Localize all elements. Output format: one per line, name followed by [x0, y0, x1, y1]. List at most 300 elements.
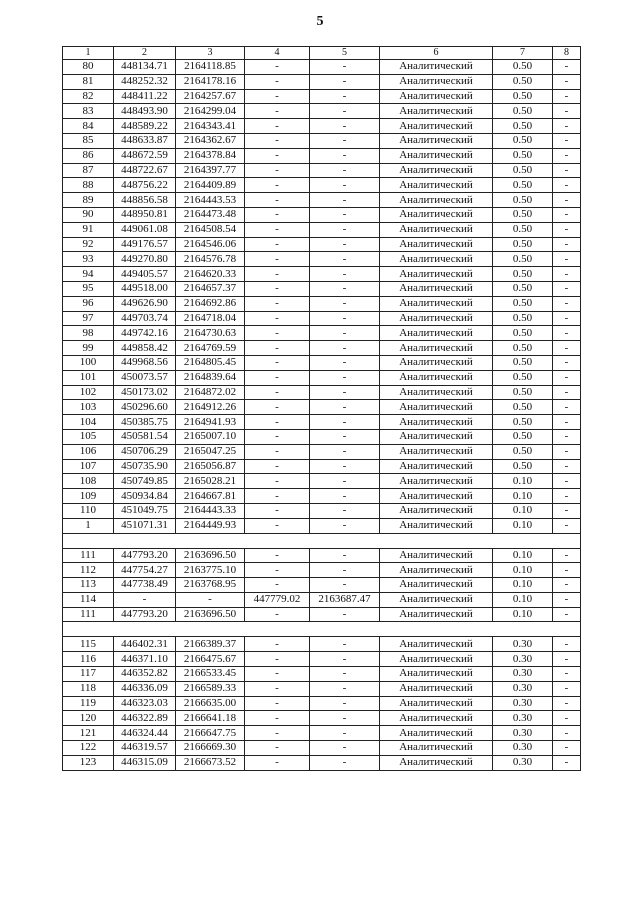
method-cell: Аналитический: [380, 237, 493, 252]
method-cell: Аналитический: [380, 637, 493, 652]
x2-coordinate-cell: -: [245, 578, 310, 593]
x-coordinate-cell: 448672.59: [114, 148, 176, 163]
table-body: [63, 60, 581, 771]
point-number-cell: 81: [63, 74, 114, 89]
method-cell: Аналитический: [380, 563, 493, 578]
point-number-cell: 97: [63, 311, 114, 326]
note-cell: -: [553, 415, 581, 430]
x-coordinate-cell: 448950.81: [114, 207, 176, 222]
x-coordinate-cell: 450934.84: [114, 489, 176, 504]
table-row: [63, 652, 581, 667]
point-number-cell: 94: [63, 267, 114, 282]
y-coordinate-cell: 2166669.30: [176, 741, 245, 756]
table-row: [63, 415, 581, 430]
method-cell: Аналитический: [380, 444, 493, 459]
method-cell: Аналитический: [380, 311, 493, 326]
method-cell: Аналитический: [380, 592, 493, 607]
accuracy-cell: 0.50: [493, 193, 553, 208]
y-coordinate-cell: 2165028.21: [176, 474, 245, 489]
table-row: [63, 711, 581, 726]
x2-coordinate-cell: -: [245, 563, 310, 578]
column-header-8: 8: [553, 47, 581, 60]
accuracy-cell: 0.30: [493, 667, 553, 682]
accuracy-cell: 0.50: [493, 148, 553, 163]
x2-coordinate-cell: -: [245, 681, 310, 696]
table-row: [63, 89, 581, 104]
point-number-cell: 119: [63, 696, 114, 711]
x-coordinate-cell: 446352.82: [114, 667, 176, 682]
accuracy-cell: 0.50: [493, 281, 553, 296]
note-cell: -: [553, 459, 581, 474]
accuracy-cell: 0.50: [493, 355, 553, 370]
table-row: [63, 444, 581, 459]
accuracy-cell: 0.10: [493, 474, 553, 489]
note-cell: -: [553, 592, 581, 607]
method-cell: Аналитический: [380, 104, 493, 119]
y-coordinate-cell: 2164178.16: [176, 74, 245, 89]
y2-coordinate-cell: -: [310, 400, 380, 415]
point-number-cell: 123: [63, 755, 114, 770]
x-coordinate-cell: 446324.44: [114, 726, 176, 741]
y2-coordinate-cell: -: [310, 607, 380, 622]
accuracy-cell: 0.50: [493, 89, 553, 104]
x-coordinate-cell: 449742.16: [114, 326, 176, 341]
method-cell: Аналитический: [380, 726, 493, 741]
y-coordinate-cell: -: [176, 592, 245, 607]
method-cell: Аналитический: [380, 415, 493, 430]
y2-coordinate-cell: -: [310, 60, 380, 75]
y2-coordinate-cell: -: [310, 652, 380, 667]
y2-coordinate-cell: -: [310, 193, 380, 208]
x2-coordinate-cell: -: [245, 726, 310, 741]
table-row: [63, 592, 581, 607]
y-coordinate-cell: 2164620.33: [176, 267, 245, 282]
column-header-7: 7: [493, 47, 553, 60]
note-cell: -: [553, 74, 581, 89]
table-row: [63, 385, 581, 400]
y2-coordinate-cell: 2163687.47: [310, 592, 380, 607]
x-coordinate-cell: 450706.29: [114, 444, 176, 459]
table-row: [63, 267, 581, 282]
y-coordinate-cell: 2164657.37: [176, 281, 245, 296]
x2-coordinate-cell: -: [245, 696, 310, 711]
note-cell: -: [553, 518, 581, 533]
accuracy-cell: 0.10: [493, 489, 553, 504]
y2-coordinate-cell: -: [310, 696, 380, 711]
point-number-cell: 83: [63, 104, 114, 119]
y2-coordinate-cell: -: [310, 222, 380, 237]
table-row: [63, 741, 581, 756]
table-row: [63, 133, 581, 148]
y-coordinate-cell: 2164397.77: [176, 163, 245, 178]
table-row: [63, 370, 581, 385]
accuracy-cell: 0.30: [493, 726, 553, 741]
note-cell: -: [553, 341, 581, 356]
table-row: [63, 563, 581, 578]
y2-coordinate-cell: -: [310, 518, 380, 533]
note-cell: -: [553, 326, 581, 341]
table-row: [63, 489, 581, 504]
x2-coordinate-cell: -: [245, 548, 310, 563]
table-row: [63, 326, 581, 341]
y-coordinate-cell: 2164730.63: [176, 326, 245, 341]
y2-coordinate-cell: -: [310, 563, 380, 578]
y-coordinate-cell: 2164872.02: [176, 385, 245, 400]
accuracy-cell: 0.30: [493, 711, 553, 726]
x2-coordinate-cell: -: [245, 607, 310, 622]
x2-coordinate-cell: -: [245, 74, 310, 89]
point-number-cell: 112: [63, 563, 114, 578]
point-number-cell: 121: [63, 726, 114, 741]
point-number-cell: 86: [63, 148, 114, 163]
method-cell: Аналитический: [380, 89, 493, 104]
table-row: [63, 459, 581, 474]
y2-coordinate-cell: -: [310, 548, 380, 563]
note-cell: -: [553, 681, 581, 696]
y-coordinate-cell: 2164362.67: [176, 133, 245, 148]
table-row: [63, 193, 581, 208]
note-cell: -: [553, 148, 581, 163]
note-cell: -: [553, 711, 581, 726]
point-number-cell: 106: [63, 444, 114, 459]
note-cell: -: [553, 311, 581, 326]
y-coordinate-cell: 2166641.18: [176, 711, 245, 726]
accuracy-cell: 0.50: [493, 385, 553, 400]
y2-coordinate-cell: -: [310, 252, 380, 267]
table-row: [63, 207, 581, 222]
x2-coordinate-cell: -: [245, 755, 310, 770]
accuracy-cell: 0.50: [493, 415, 553, 430]
x-coordinate-cell: 448134.71: [114, 60, 176, 75]
accuracy-cell: 0.10: [493, 607, 553, 622]
note-cell: -: [553, 489, 581, 504]
table-row: [63, 74, 581, 89]
x2-coordinate-cell: -: [245, 370, 310, 385]
y-coordinate-cell: 2164912.26: [176, 400, 245, 415]
note-cell: -: [553, 741, 581, 756]
note-cell: -: [553, 267, 581, 282]
accuracy-cell: 0.50: [493, 104, 553, 119]
accuracy-cell: 0.50: [493, 133, 553, 148]
y2-coordinate-cell: -: [310, 119, 380, 134]
table-row: [63, 548, 581, 563]
y-coordinate-cell: 2166647.75: [176, 726, 245, 741]
accuracy-cell: 0.50: [493, 326, 553, 341]
accuracy-cell: 0.30: [493, 696, 553, 711]
x-coordinate-cell: 448493.90: [114, 104, 176, 119]
x2-coordinate-cell: -: [245, 444, 310, 459]
table-row: [63, 148, 581, 163]
method-cell: Аналитический: [380, 178, 493, 193]
x-coordinate-cell: 446371.10: [114, 652, 176, 667]
x2-coordinate-cell: -: [245, 133, 310, 148]
x2-coordinate-cell: -: [245, 459, 310, 474]
method-cell: Аналитический: [380, 489, 493, 504]
y2-coordinate-cell: -: [310, 89, 380, 104]
table-row: [63, 503, 581, 518]
point-number-cell: 109: [63, 489, 114, 504]
accuracy-cell: 0.50: [493, 459, 553, 474]
accuracy-cell: 0.50: [493, 429, 553, 444]
point-number-cell: 122: [63, 741, 114, 756]
x-coordinate-cell: 450385.75: [114, 415, 176, 430]
table-row: [63, 281, 581, 296]
x-coordinate-cell: -: [114, 592, 176, 607]
point-number-cell: 101: [63, 370, 114, 385]
y2-coordinate-cell: -: [310, 385, 380, 400]
x2-coordinate-cell: -: [245, 652, 310, 667]
table-row: [63, 355, 581, 370]
x2-coordinate-cell: -: [245, 489, 310, 504]
note-cell: -: [553, 755, 581, 770]
note-cell: -: [553, 474, 581, 489]
note-cell: -: [553, 385, 581, 400]
x2-coordinate-cell: -: [245, 207, 310, 222]
y-coordinate-cell: 2164443.53: [176, 193, 245, 208]
y2-coordinate-cell: -: [310, 741, 380, 756]
accuracy-cell: 0.50: [493, 400, 553, 415]
method-cell: Аналитический: [380, 711, 493, 726]
table-row: [63, 726, 581, 741]
accuracy-cell: 0.50: [493, 444, 553, 459]
method-cell: Аналитический: [380, 163, 493, 178]
note-cell: -: [553, 400, 581, 415]
point-number-cell: 102: [63, 385, 114, 400]
method-cell: Аналитический: [380, 296, 493, 311]
y2-coordinate-cell: -: [310, 163, 380, 178]
y-coordinate-cell: 2166475.67: [176, 652, 245, 667]
method-cell: Аналитический: [380, 341, 493, 356]
accuracy-cell: 0.50: [493, 178, 553, 193]
x-coordinate-cell: 447754.27: [114, 563, 176, 578]
accuracy-cell: 0.50: [493, 311, 553, 326]
y2-coordinate-cell: -: [310, 755, 380, 770]
accuracy-cell: 0.50: [493, 74, 553, 89]
y2-coordinate-cell: -: [310, 207, 380, 222]
y2-coordinate-cell: -: [310, 444, 380, 459]
y2-coordinate-cell: -: [310, 489, 380, 504]
y-coordinate-cell: 2164299.04: [176, 104, 245, 119]
point-number-cell: 96: [63, 296, 114, 311]
x-coordinate-cell: 449405.57: [114, 267, 176, 282]
method-cell: Аналитический: [380, 755, 493, 770]
y2-coordinate-cell: -: [310, 326, 380, 341]
x-coordinate-cell: 446336.09: [114, 681, 176, 696]
table-row: [63, 681, 581, 696]
note-cell: -: [553, 503, 581, 518]
y2-coordinate-cell: -: [310, 311, 380, 326]
x-coordinate-cell: 450735.90: [114, 459, 176, 474]
accuracy-cell: 0.50: [493, 222, 553, 237]
note-cell: -: [553, 578, 581, 593]
y-coordinate-cell: 2164449.93: [176, 518, 245, 533]
column-header-5: 5: [310, 47, 380, 60]
point-number-cell: 98: [63, 326, 114, 341]
x-coordinate-cell: 449176.57: [114, 237, 176, 252]
x-coordinate-cell: 449968.56: [114, 355, 176, 370]
method-cell: Аналитический: [380, 518, 493, 533]
note-cell: -: [553, 563, 581, 578]
x2-coordinate-cell: -: [245, 60, 310, 75]
column-header-2: 2: [114, 47, 176, 60]
point-number-cell: 117: [63, 667, 114, 682]
method-cell: Аналитический: [380, 281, 493, 296]
x2-coordinate-cell: 447779.02: [245, 592, 310, 607]
x-coordinate-cell: 446315.09: [114, 755, 176, 770]
point-number-cell: 85: [63, 133, 114, 148]
column-header-6: 6: [380, 47, 493, 60]
method-cell: Аналитический: [380, 252, 493, 267]
method-cell: Аналитический: [380, 133, 493, 148]
y-coordinate-cell: 2165047.25: [176, 444, 245, 459]
table-row: [63, 607, 581, 622]
table-row: [63, 104, 581, 119]
method-cell: Аналитический: [380, 148, 493, 163]
y2-coordinate-cell: -: [310, 370, 380, 385]
point-number-cell: 103: [63, 400, 114, 415]
point-number-cell: 111: [63, 548, 114, 563]
y2-coordinate-cell: -: [310, 637, 380, 652]
x-coordinate-cell: 451049.75: [114, 503, 176, 518]
method-cell: Аналитический: [380, 681, 493, 696]
method-cell: Аналитический: [380, 429, 493, 444]
point-number-cell: 89: [63, 193, 114, 208]
point-number-cell: 82: [63, 89, 114, 104]
method-cell: Аналитический: [380, 222, 493, 237]
y2-coordinate-cell: -: [310, 281, 380, 296]
table-row: [63, 163, 581, 178]
note-cell: -: [553, 607, 581, 622]
method-cell: Аналитический: [380, 503, 493, 518]
y-coordinate-cell: 2164343.41: [176, 119, 245, 134]
y-coordinate-cell: 2163768.95: [176, 578, 245, 593]
method-cell: Аналитический: [380, 355, 493, 370]
accuracy-cell: 0.10: [493, 548, 553, 563]
y2-coordinate-cell: -: [310, 341, 380, 356]
method-cell: Аналитический: [380, 667, 493, 682]
y-coordinate-cell: 2164118.85: [176, 60, 245, 75]
x2-coordinate-cell: -: [245, 178, 310, 193]
x2-coordinate-cell: -: [245, 104, 310, 119]
accuracy-cell: 0.50: [493, 207, 553, 222]
point-number-cell: 84: [63, 119, 114, 134]
point-number-cell: 80: [63, 60, 114, 75]
column-header-1: 1: [63, 47, 114, 60]
x2-coordinate-cell: -: [245, 355, 310, 370]
note-cell: -: [553, 104, 581, 119]
table-row: [63, 222, 581, 237]
y-coordinate-cell: 2164839.64: [176, 370, 245, 385]
note-cell: -: [553, 429, 581, 444]
x2-coordinate-cell: -: [245, 119, 310, 134]
x2-coordinate-cell: -: [245, 281, 310, 296]
point-number-cell: 118: [63, 681, 114, 696]
x-coordinate-cell: 450296.60: [114, 400, 176, 415]
x-coordinate-cell: 446322.89: [114, 711, 176, 726]
point-number-cell: 91: [63, 222, 114, 237]
accuracy-cell: 0.10: [493, 518, 553, 533]
method-cell: Аналитический: [380, 548, 493, 563]
method-cell: Аналитический: [380, 459, 493, 474]
y-coordinate-cell: 2166635.00: [176, 696, 245, 711]
y2-coordinate-cell: -: [310, 726, 380, 741]
accuracy-cell: 0.30: [493, 681, 553, 696]
point-number-cell: 120: [63, 711, 114, 726]
blank-row: [63, 622, 581, 637]
y-coordinate-cell: 2164257.67: [176, 89, 245, 104]
x2-coordinate-cell: -: [245, 518, 310, 533]
y-coordinate-cell: 2164473.48: [176, 207, 245, 222]
x2-coordinate-cell: -: [245, 741, 310, 756]
page-number: 5: [316, 14, 324, 29]
point-number-cell: 108: [63, 474, 114, 489]
x2-coordinate-cell: -: [245, 326, 310, 341]
point-number-cell: 114: [63, 592, 114, 607]
note-cell: -: [553, 178, 581, 193]
x2-coordinate-cell: -: [245, 667, 310, 682]
y2-coordinate-cell: -: [310, 711, 380, 726]
point-number-cell: 88: [63, 178, 114, 193]
accuracy-cell: 0.50: [493, 296, 553, 311]
point-number-cell: 99: [63, 341, 114, 356]
y-coordinate-cell: 2164667.81: [176, 489, 245, 504]
x-coordinate-cell: 449626.90: [114, 296, 176, 311]
x-coordinate-cell: 447738.49: [114, 578, 176, 593]
accuracy-cell: 0.50: [493, 341, 553, 356]
x-coordinate-cell: 450581.54: [114, 429, 176, 444]
point-number-cell: 116: [63, 652, 114, 667]
y2-coordinate-cell: -: [310, 74, 380, 89]
note-cell: -: [553, 370, 581, 385]
method-cell: Аналитический: [380, 207, 493, 222]
blank-cell: [63, 533, 581, 548]
accuracy-cell: 0.50: [493, 119, 553, 134]
column-header-4: 4: [245, 47, 310, 60]
y-coordinate-cell: 2163775.10: [176, 563, 245, 578]
point-number-cell: 92: [63, 237, 114, 252]
accuracy-cell: 0.10: [493, 503, 553, 518]
accuracy-cell: 0.50: [493, 252, 553, 267]
y-coordinate-cell: 2164576.78: [176, 252, 245, 267]
x2-coordinate-cell: -: [245, 148, 310, 163]
y2-coordinate-cell: -: [310, 267, 380, 282]
x-coordinate-cell: 448633.87: [114, 133, 176, 148]
x-coordinate-cell: 446402.31: [114, 637, 176, 652]
y-coordinate-cell: 2164378.84: [176, 148, 245, 163]
coordinates-table: [62, 46, 581, 771]
y2-coordinate-cell: -: [310, 503, 380, 518]
method-cell: Аналитический: [380, 267, 493, 282]
table-row: [63, 341, 581, 356]
y-coordinate-cell: 2165007.10: [176, 429, 245, 444]
note-cell: -: [553, 133, 581, 148]
point-number-cell: 100: [63, 355, 114, 370]
blank-row: [63, 533, 581, 548]
method-cell: Аналитический: [380, 607, 493, 622]
y2-coordinate-cell: -: [310, 429, 380, 444]
x-coordinate-cell: 448252.32: [114, 74, 176, 89]
x-coordinate-cell: 450749.85: [114, 474, 176, 489]
point-number-cell: 1: [63, 518, 114, 533]
method-cell: Аналитический: [380, 696, 493, 711]
y2-coordinate-cell: -: [310, 681, 380, 696]
x-coordinate-cell: 447793.20: [114, 548, 176, 563]
accuracy-cell: 0.50: [493, 267, 553, 282]
accuracy-cell: 0.30: [493, 652, 553, 667]
x2-coordinate-cell: -: [245, 163, 310, 178]
x-coordinate-cell: 448411.22: [114, 89, 176, 104]
table-row: [63, 252, 581, 267]
